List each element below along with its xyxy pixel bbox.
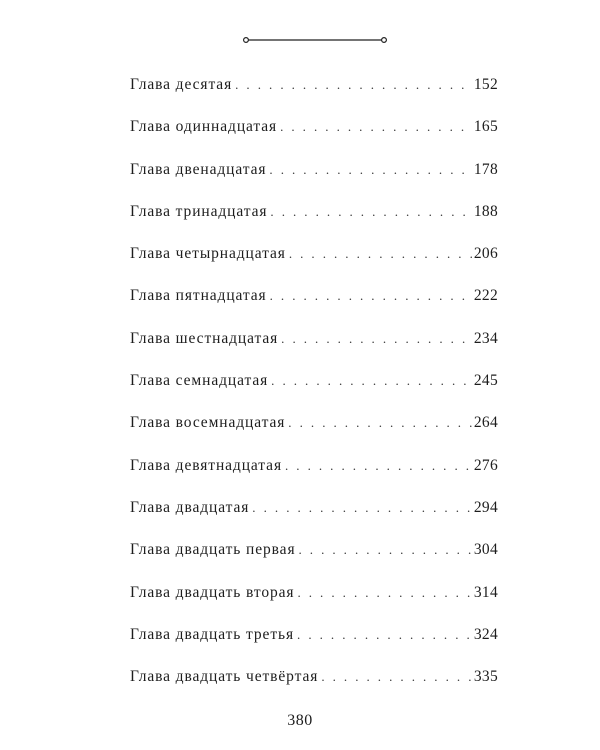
toc-entry — [130, 487, 498, 529]
toc-entry-title: Глава девятнадцатая — [130, 456, 282, 474]
toc-entry-title: Глава двадцать вторая — [130, 583, 295, 601]
toc-dot-leader — [281, 318, 472, 360]
toc-entry — [130, 233, 498, 275]
toc-dot-leader — [289, 233, 472, 275]
toc-entry-page: 304 — [473, 541, 498, 559]
toc-dot-leader — [270, 191, 471, 233]
toc-entry — [130, 191, 498, 233]
toc-entry — [130, 572, 498, 614]
toc-entry — [130, 318, 498, 360]
page-number: 380 — [287, 712, 313, 729]
toc-entry-title: Глава пятнадцатая — [130, 287, 267, 305]
toc-entry — [130, 614, 498, 656]
toc-entry-page: 324 — [473, 625, 498, 643]
toc-entry — [130, 445, 498, 487]
toc-dot-leader — [252, 487, 472, 529]
toc-entry-page: 234 — [473, 329, 498, 347]
toc-entry-page: 165 — [473, 118, 498, 136]
toc-entry-title: Глава восемнадцатая — [130, 414, 286, 432]
toc-entry-title: Глава семнадцатая — [130, 372, 269, 390]
toc-entry-title: Глава шестнадцатая — [130, 329, 279, 347]
toc-entry-title: Глава одиннадцатая — [130, 118, 278, 136]
table-of-contents — [130, 64, 498, 698]
toc-dot-leader — [321, 656, 472, 698]
toc-entry-page: 335 — [473, 668, 498, 686]
toc-entry-title: Глава двенадцатая — [130, 160, 267, 178]
ornament-divider — [242, 34, 388, 46]
toc-entry-page: 206 — [473, 245, 498, 263]
toc-entry-page: 245 — [473, 372, 498, 390]
toc-dot-leader — [298, 529, 471, 571]
toc-entry-title: Глава двадцатая — [130, 498, 250, 516]
toc-entry-title: Глава десятая — [130, 76, 233, 93]
toc-dot-leader — [280, 106, 472, 148]
toc-entry-page: 188 — [473, 202, 498, 220]
toc-entry-page: 178 — [473, 160, 498, 178]
toc-dot-leader — [288, 402, 472, 444]
toc-entry-title: Глава двадцать первая — [130, 541, 296, 559]
toc-entry-page: 314 — [473, 583, 498, 601]
toc-entry-title: Глава тринадцатая — [130, 202, 268, 220]
toc-entry-title: Глава четырнадцатая — [130, 245, 286, 263]
toc-dot-leader — [270, 275, 472, 317]
toc-entry-page: 276 — [473, 456, 498, 474]
toc-dot-leader — [285, 445, 472, 487]
toc-entry — [130, 402, 498, 444]
toc-dot-leader — [297, 572, 471, 614]
toc-entry — [130, 529, 498, 571]
toc-dot-leader — [297, 614, 472, 656]
toc-entry-title: Глава двадцать третья — [130, 625, 295, 643]
toc-dot-leader — [235, 64, 472, 106]
toc-entry — [130, 106, 498, 148]
toc-dot-leader — [269, 149, 471, 191]
toc-entry-page: 264 — [473, 414, 498, 432]
toc-entry-page: 294 — [473, 498, 498, 516]
toc-entry — [130, 656, 498, 698]
toc-entry — [130, 275, 498, 317]
toc-entry-title: Глава двадцать четвёртая — [130, 668, 319, 686]
toc-dot-leader — [271, 360, 472, 402]
toc-entry-page: 222 — [473, 287, 498, 305]
toc-entry — [130, 360, 498, 402]
toc-entry — [130, 149, 498, 191]
toc-entry — [130, 64, 498, 106]
toc-entry-page: 152 — [473, 76, 498, 93]
